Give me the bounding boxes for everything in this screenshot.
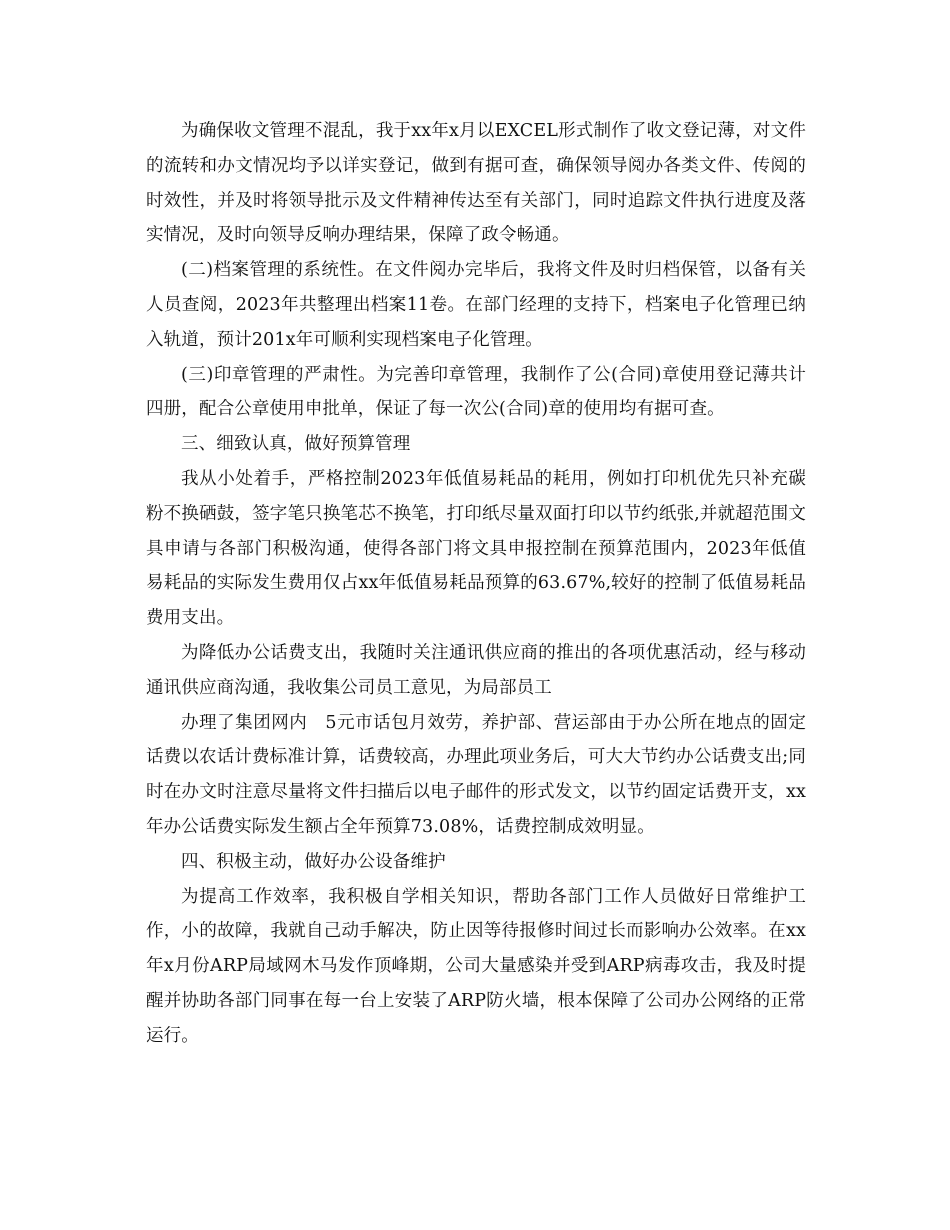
document-body bbox=[146, 114, 806, 1054]
section-heading-equipment: 四、积极主动，做好办公设备维护 bbox=[181, 851, 446, 872]
section-heading-budget: 三、细致认真，做好预算管理 bbox=[181, 434, 411, 455]
paragraph-maintenance: 为提高工作效率，我积极自学相关知识，帮助各部门工作人员做好日常维护工作，小的故障，我就自己动手解决，防止因等待报修时间过长而影响办公效率。在xx年x月份ARP局域网木马发作顶峰期，公司大量感染并受到ARP病毒攻击，我及时提醒并协助各部门同事在每一台上安装了ARP防火墙，根本保障了公司办公网络的正常运行。 bbox=[146, 886, 806, 1046]
paragraph-archive-management: (二)档案管理的系统性。在文件阅办完毕后，我将文件及时归档保管，以备有关人员查阅，2023年共整理出档案11卷。在部门经理的支持下，档案电子化管理已纳入轨道，预计201x年可顺利实现档案电子化管理。 bbox=[146, 260, 806, 350]
paragraph-incoming-docs: 为确保收文管理不混乱，我于xx年x月以EXCEL形式制作了收文登记薄，对文件的流转和办文情况均予以详实登记，做到有据可查，确保领导阅办各类文件、传阅的时效性，并及时将领导批示及文件精神传达至有关部门，同时追踪文件执行进度及落实情况，及时向领导反响办理结果，保障了政令畅通。 bbox=[146, 121, 806, 246]
paragraph-phone-costs: 为降低办公话费支出，我随时关注通讯供应商的推出的各项优惠活动，经与移动通讯供应商沟通，我收集公司员工意见，为局部员工 bbox=[146, 642, 806, 698]
paragraph-group-network: 办理了集团网内 5元市话包月效劳，养护部、营运部由于办公所在地点的固定话费以农话计费标准计算，话费较高，办理此项业务后，可大大节约办公话费支出;同时在办文时注意尽量将文件扫描后以电子邮件的形式发文，以节约固定话费开支，xx年办公话费实际发生额占全年预算73.08%，话费控制成效明显。 bbox=[146, 712, 806, 837]
paragraph-seal-management: (三)印章管理的严肃性。为完善印章管理，我制作了公(合同)章使用登记薄共计四册，配合公章使用申批单，保证了每一次公(合同)章的使用均有据可查。 bbox=[146, 364, 806, 420]
paragraph-consumables: 我从小处着手，严格控制2023年低值易耗品的耗用，例如打印机优先只补充碳粉不换硒鼓，签字笔只换笔芯不换笔，打印纸尽量双面打印以节约纸张,并就超范围文具申请与各部门积极沟通，使得各部门将文具申报控制在预算范围内，2023年低值易耗品的实际发生费用仅占xx年低值易耗品预算的63.67%,较好的控制了低值易耗品费用支出。 bbox=[146, 468, 806, 629]
